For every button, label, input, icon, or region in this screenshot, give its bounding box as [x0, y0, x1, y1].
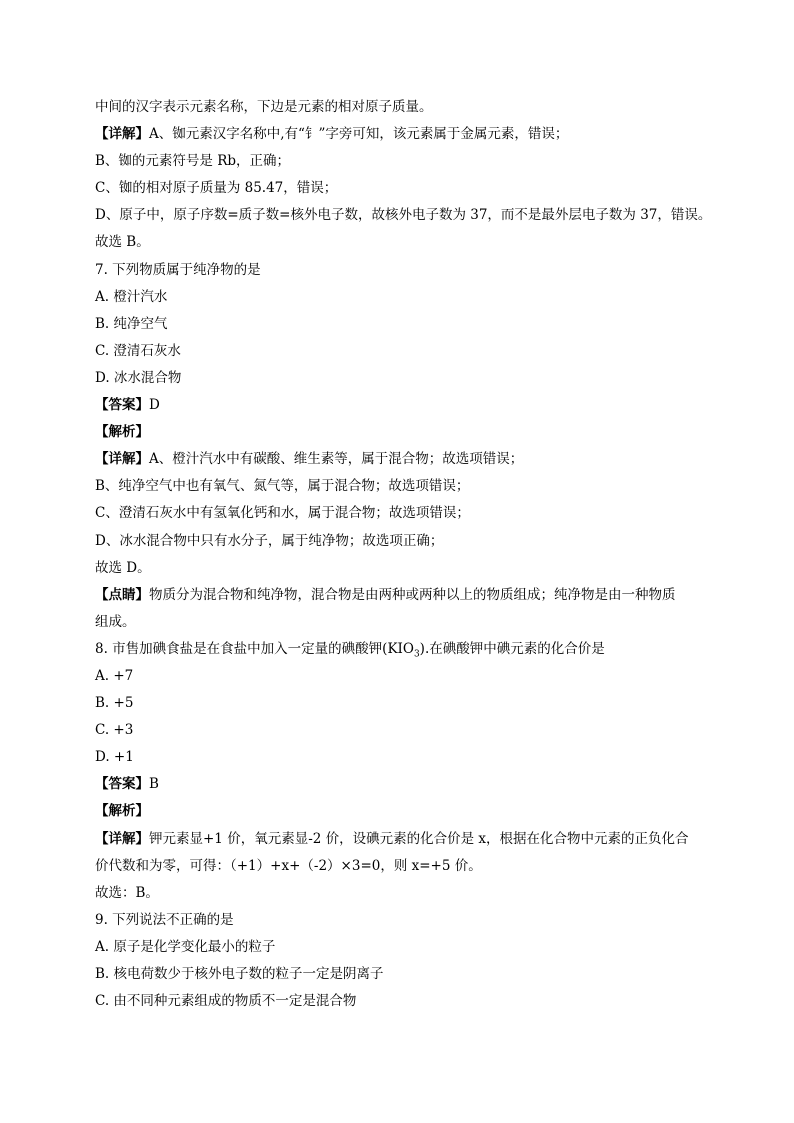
line-text: 物质分为混合物和纯净物，混合物是由两种或两种以上的物质组成；纯净物是由一种物质 — [149, 586, 676, 603]
line-text: D. 冰水混合物 — [95, 369, 182, 386]
line-text: B. 纯净空气 — [95, 315, 168, 332]
question-9-stem — [95, 907, 715, 934]
line-text: C. 澄清石灰水 — [95, 342, 181, 359]
line-text: B、铷的元素符号是 Rb，正确； — [95, 153, 291, 170]
line-text: 钾元素显+1 价，氧元素显-2 价，设碘元素的化合价是 x，根据在化合物中元素的正负化合 — [149, 830, 689, 847]
line-text: D、原子中，原子序数=质子数=核外电子数，故核外电子数为 37，而不是最外层电子数为 37，错误。 — [95, 207, 712, 224]
line-text: 8. 市售加碘食盐是在食盐中加入一定量的碘酸钾(KIO — [95, 640, 414, 657]
line-text: 故选：B。 — [95, 884, 159, 901]
line-text: 9. 下列说法不正确的是 — [95, 911, 234, 928]
option-d — [95, 365, 715, 392]
option-a — [95, 284, 715, 311]
analysis-line — [95, 798, 715, 825]
text-line — [95, 446, 715, 473]
line-text: C、铷的相对原子质量为 85.47，错误； — [95, 180, 338, 197]
line-text: C、澄清石灰水中有氢氧化钙和水，属于混合物；故选项错误； — [95, 505, 470, 522]
line-text: A、橙汁汽水中有碳酸、维生素等，属于混合物；故选项错误； — [149, 451, 524, 468]
option-b — [95, 961, 715, 988]
answer-value: B — [149, 776, 159, 793]
text-line — [95, 202, 715, 229]
line-text: 组成。 — [95, 613, 136, 630]
line-text: B. 核电荷数少于核外电子数的粒子一定是阴离子 — [95, 966, 384, 982]
line-text: ).在碘酸钾中碘元素的化合价是 — [419, 640, 605, 657]
text-line — [95, 500, 715, 527]
text-line — [95, 94, 715, 121]
line-text: B. +5 — [95, 695, 134, 712]
text-line — [95, 555, 715, 582]
line-text: 故选 D。 — [95, 559, 151, 576]
text-line — [95, 121, 715, 148]
detail-tag: 【详解】 — [95, 830, 149, 847]
line-text: A. 橙汁汽水 — [95, 288, 168, 305]
option-c — [95, 717, 715, 744]
analysis-tag: 【解析】 — [95, 803, 149, 820]
line-text: 价代数和为零，可得：（+1）+x+（-2）×3=0，则 x=+5 价。 — [95, 857, 482, 874]
comment-tag: 【点睛】 — [95, 586, 149, 603]
answer-line — [95, 771, 715, 798]
option-b — [95, 690, 715, 717]
document-content — [95, 94, 715, 1015]
analysis-tag: 【解析】 — [95, 424, 149, 441]
text-line — [95, 148, 715, 175]
option-a — [95, 934, 715, 961]
line-text: A. 原子是化学变化最小的粒子 — [95, 938, 276, 955]
subscript: 3 — [413, 649, 420, 660]
line-text: 故选 B。 — [95, 234, 150, 251]
text-line — [95, 826, 715, 853]
text-line — [95, 582, 715, 609]
line-text: 中间的汉字表示元素名称，下边是元素的相对原子质量。 — [95, 99, 433, 115]
text-line — [95, 880, 715, 907]
text-line — [95, 473, 715, 500]
line-text: A. +7 — [95, 667, 134, 684]
line-text: D、冰水混合物中只有水分子，属于纯净物；故选项正确； — [95, 532, 444, 549]
detail-tag: 【详解】 — [95, 451, 149, 468]
question-8-stem — [95, 636, 715, 663]
option-c — [95, 338, 715, 365]
option-b — [95, 311, 715, 338]
line-text: D. +1 — [95, 749, 134, 766]
text-line — [95, 609, 715, 636]
text-line — [95, 528, 715, 555]
detail-tag: 【详解】 — [95, 126, 149, 143]
answer-value: D — [149, 397, 160, 414]
line-text: 7. 下列物质属于纯净物的是 — [95, 261, 261, 278]
option-c — [95, 988, 715, 1015]
line-text: C. +3 — [95, 722, 134, 739]
option-a — [95, 663, 715, 690]
text-line — [95, 229, 715, 256]
text-line — [95, 175, 715, 202]
line-text: C. 由不同种元素组成的物质不一定是混合物 — [95, 993, 357, 1010]
question-7-stem — [95, 257, 715, 284]
line-text: B、纯净空气中也有氧气、氮气等，属于混合物；故选项错误； — [95, 478, 470, 495]
analysis-line — [95, 419, 715, 446]
text-line — [95, 853, 715, 880]
answer-tag: 【答案】 — [95, 397, 149, 414]
line-text: A、铷元素汉字名称中,有“钅”字旁可知，该元素属于金属元素，错误； — [149, 126, 569, 143]
answer-line — [95, 392, 715, 419]
option-d — [95, 744, 715, 771]
answer-tag: 【答案】 — [95, 776, 149, 793]
